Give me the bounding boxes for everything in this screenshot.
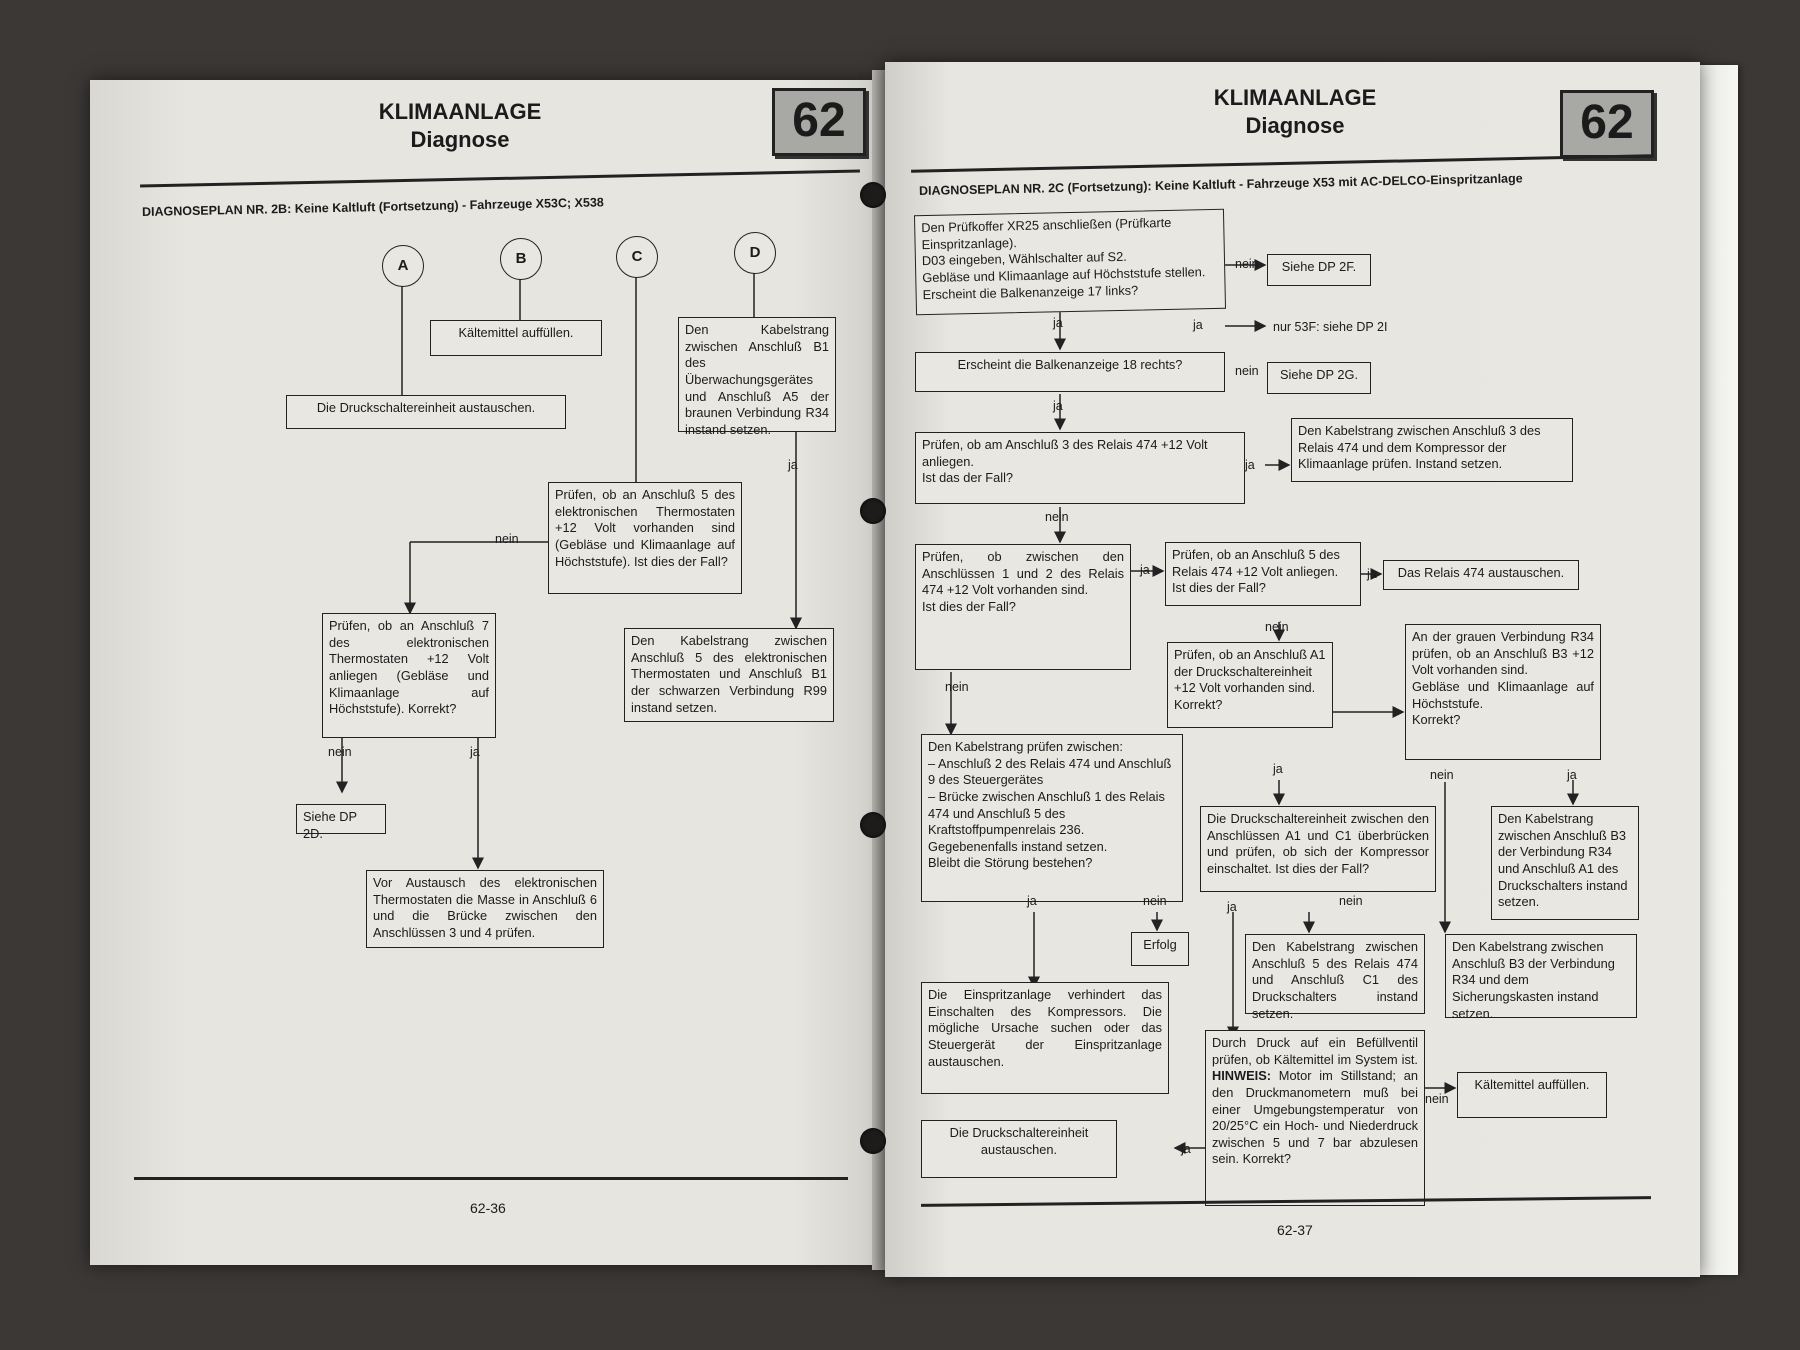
right-subtitle: Diagnose [1245,112,1345,138]
box-siehe-dp-2g: Siehe DP 2G. [1267,362,1371,394]
right-title: KLIMAANLAGE [1213,85,1377,110]
box-kaeltemittel-right: Kältemittel auffüllen. [1457,1072,1607,1118]
box-pruefen-anschluss7: Prüfen, ob an Anschluß 7 des elektronischen Thermostaten +12 Volt anliegen (Gebläse und Klimaanlage auf Höchststufe). Korrekt? [322,613,496,738]
box-vor-austausch: Vor Austausch des elektronischen Thermostaten die Masse in Anschluß 6 und die Brücke zwischen den Anschlüssen 3 und 4 prüfen. [366,870,604,948]
label-ja: ja [1227,900,1237,914]
label-nein: nein [495,532,519,546]
right-page [885,62,1700,1277]
note-nur-53f: nur 53F: siehe DP 2I [1273,320,1388,334]
label-ja: ja [1367,567,1377,581]
label-ja: ja [1140,563,1150,577]
label-ja: ja [1245,458,1255,472]
label-nein: nein [1265,620,1289,634]
druck-befuellventil-text: Durch Druck auf ein Befüllventil prüfen, ob Kältemittel im System ist. [1212,1035,1418,1067]
box-anschluesse-1-2-text: Prüfen, ob zwischen den Anschlüssen 1 und 2 des Relais 474 +12 Volt vorhanden sind. Ist dies der Fall? [922,549,1124,614]
binder-hole [860,1128,886,1154]
box-pruefen-anschluss5: Prüfen, ob an Anschluß 5 des elektronischen Thermostaten +12 Volt vorhanden sind (Gebläse und Klimaanlage auf Höchststufe). Ist dies der Fall? [548,482,742,594]
label-nein: nein [1143,894,1167,908]
connector-a: A [382,245,424,287]
left-footer-rule [134,1177,848,1180]
connector-b: B [500,238,542,280]
hinweis-label: HINWEIS: [1212,1068,1272,1084]
box-druck-befuellventil [1205,1030,1425,1206]
label-nein: nein [1045,510,1069,524]
left-subtitle: Diagnose [410,126,510,152]
box-kabelstrang-anschluss3: Den Kabelstrang zwischen Anschluß 3 des Relais 474 und dem Kompressor der Klimaanlage prüfen. Instand setzen. [1291,418,1573,482]
left-plan-title: DIAGNOSEPLAN NR. 2B: Keine Kaltluft (Fortsetzung) - Fahrzeuge X53C; X538 [141,195,604,219]
box-ueberbruecken: Die Druckschaltereinheit zwischen den Anschlüssen A1 und C1 überbrücken und prüfen, ob sich der Kompressor einschaltet. Ist dies der Fall? [1200,806,1436,892]
box-kabelstrang-b3-sicherung: Den Kabelstrang zwischen Anschluß B3 der Verbindung R34 und dem Sicherungskasten instand setzen. [1445,934,1637,1018]
right-plan-title: DIAGNOSEPLAN NR. 2C (Fortsetzung): Keine Kaltluft - Fahrzeuge X53 mit AC-DELCO-Einspritzanlage [918,171,1523,198]
left-page-number: 62-36 [470,1200,506,1216]
box-kabelstrang-pruefen-text: Den Kabelstrang prüfen zwischen: – Anschluß 2 des Relais 474 und Anschluß 9 des Steuergerätes – Brücke zwischen Anschluß 1 des Relais 474 und Anschluß 5 des Kraftstoffpumpenrelais 236. Gegebenenfalls instand setzen. Bleibt die Störung bestehen? [928,739,1172,871]
box-graue-verbindung [1405,624,1601,760]
box-pruefkoffer-xr25 [914,209,1226,315]
binder-hole [860,182,886,208]
box-kaeltemittel-left: Kältemittel auffüllen. [430,320,602,356]
box-erfolg: Erfolg [1131,932,1189,966]
label-ja: ja [470,745,480,759]
label-nein: nein [1235,364,1259,378]
label-nein: nein [1430,768,1454,782]
box-anschluesse-1-2 [915,544,1131,670]
label-nein: nein [1235,257,1259,271]
box-kabelstrang-pruefen [921,734,1183,902]
box-anschluss-5-relais: Prüfen, ob an Anschluß 5 des Relais 474 +12 Volt anliegen. Ist dies der Fall? [1165,542,1361,606]
right-page-number: 62-37 [1277,1222,1313,1238]
label-nein: nein [1339,894,1363,908]
box-kabelstrang-b3-r34: Den Kabelstrang zwischen Anschluß B3 der Verbindung R34 und Anschluß A1 des Druckschalters instand setzen. [1491,806,1639,920]
left-chapter-badge: 62 [772,88,866,156]
box-anschluss-3-text: Prüfen, ob am Anschluß 3 des Relais 474 +12 Volt anliegen. Ist das der Fall? [922,437,1208,486]
label-ja: ja [788,458,798,472]
connector-d: D [734,232,776,274]
box-druckschalter-left: Die Druckschaltereinheit austauschen. [286,395,566,429]
label-ja: ja [1193,318,1203,332]
hinweis-text: Motor im Stillstand; an den Druckmanometern muß bei einer Umgebungstemperatur von 20/25°C ein Hoch- und Niederdruck zwischen 5 und 7 bar abzulesen sein. Korrekt? [1212,1068,1418,1167]
label-ja: ja [1567,768,1577,782]
binder-hole [860,812,886,838]
box-einspritzanlage: Die Einspritzanlage verhindert das Einschalten des Kompressors. Die mögliche Ursache suchen oder das Steuergerät der Einspritzanlage austauschen. [921,982,1169,1094]
box-graue-verbindung-text: An der grauen Verbindung R34 prüfen, ob an Anschluß B3 +12 Volt vorhanden sind. Gebläse und Klimaanlage auf Höchststufe. Korrekt? [1412,629,1594,728]
label-ja: ja [1027,894,1037,908]
label-nein: nein [1425,1092,1449,1106]
box-siehe-dp-2d: Siehe DP 2D. [296,804,386,834]
box-kabelstrang-b1: Den Kabelstrang zwischen Anschluß B1 des Überwachungsgerätes und Anschluß A5 der braunen Verbindung R34 instand setzen. [678,317,836,432]
box-pruefkoffer-xr25-text: Den Prüfkoffer XR25 anschließen (Prüfkarte Einspritzanlage). D03 eingeben, Wählschalter auf S2. Gebläse und Klimaanlage auf Höchststufe stellen. Erscheint die Balkenanzeige 17 links? [921,214,1206,302]
left-page [90,80,890,1265]
label-ja: ja [1053,399,1063,413]
label-ja: ja [1053,316,1063,330]
box-relais-austauschen: Das Relais 474 austauschen. [1383,560,1579,590]
box-anschluss-3 [915,432,1245,504]
box-druckschalter-right: Die Druckschaltereinheit austauschen. [921,1120,1117,1178]
binder-hole [860,498,886,524]
right-chapter-badge: 62 [1560,90,1654,158]
label-nein: nein [328,745,352,759]
connector-c: C [616,236,658,278]
box-kabelstrang-5-c1: Den Kabelstrang zwischen Anschluß 5 des Relais 474 und Anschluß C1 des Druckschalters instand setzen. [1245,934,1425,1014]
label-ja: ja [1273,762,1283,776]
box-siehe-dp-2f: Siehe DP 2F. [1267,254,1371,286]
box-balkenanzeige-18: Erscheint die Balkenanzeige 18 rechts? [915,352,1225,392]
label-nein: nein [945,680,969,694]
box-anschluss-a1: Prüfen, ob an Anschluß A1 der Druckschaltereinheit +12 Volt vorhanden sind. Korrekt? [1167,642,1333,728]
label-ja: ja [1181,1142,1191,1156]
box-kabelstrang-anschluss5: Den Kabelstrang zwischen Anschluß 5 des elektronischen Thermostaten und Anschluß B1 der schwarzen Verbindung R99 instand setzen. [624,628,834,722]
left-title: KLIMAANLAGE [378,99,542,124]
